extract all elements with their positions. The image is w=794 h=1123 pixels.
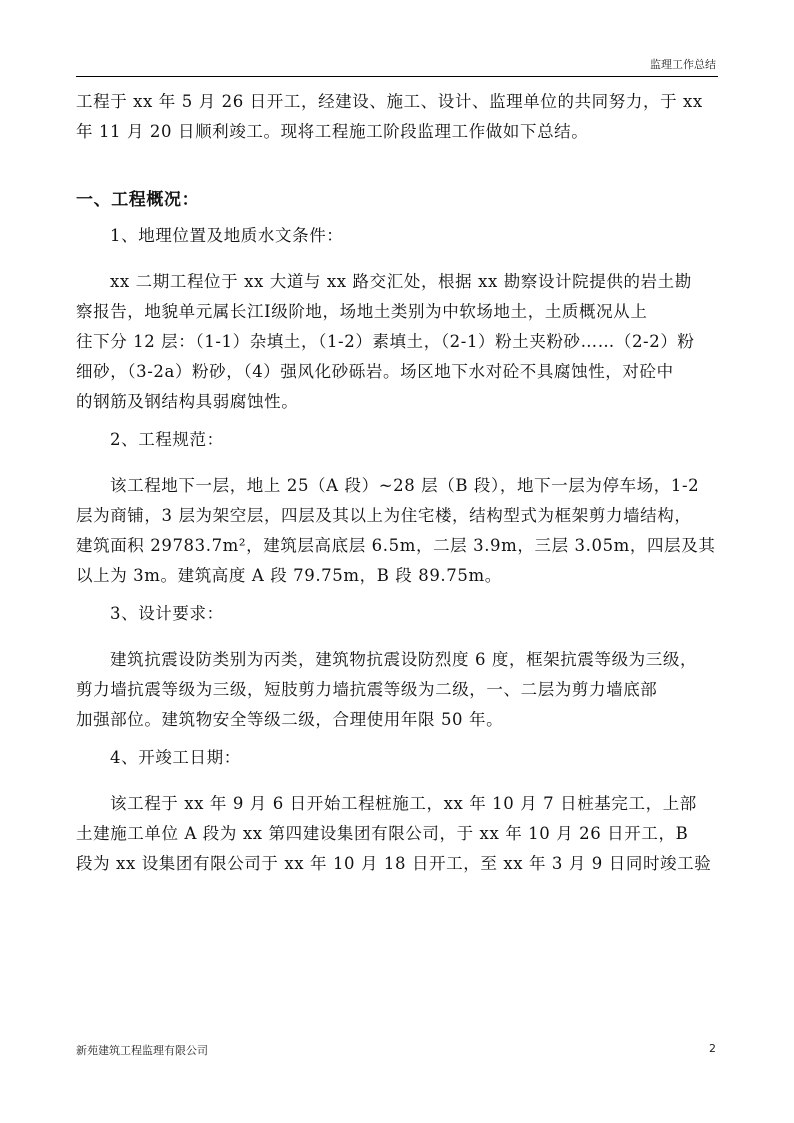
document-body xyxy=(76,87,720,879)
paragraph-design xyxy=(76,645,720,735)
footer-company: 新苑建筑工程监理有限公司 xyxy=(76,1044,208,1057)
text-line: 察报告，地貌单元属长江Ⅰ级阶地，场地土类别为中软场地土，土质概况从上 xyxy=(76,302,648,321)
intro-line: 工程于 xx 年 5 月 26 日开工，经建设、施工、设计、监理单位的共同努力，于 xx xyxy=(76,92,703,111)
page-number: 2 xyxy=(709,1042,716,1055)
section-heading: 一、工程概况： xyxy=(76,190,200,210)
header-title: 监理工作总结 xyxy=(650,58,716,71)
intro-line: 年 11 月 20 日顺利竣工。现将工程施工阶段监理工作做如下总结。 xyxy=(76,122,589,141)
text-line: 的钢筋及钢结构具弱腐蚀性。 xyxy=(76,392,299,411)
text-line: 以上为 3m。建筑高度 A 段 79.75m，B 段 89.75m。 xyxy=(76,566,502,585)
text-line: 加强部位。建筑物安全等级二级，合理使用年限 50 年。 xyxy=(76,710,504,729)
page-header xyxy=(76,50,718,77)
text-line: 剪力墙抗震等级为三级，短肢剪力墙抗震等级为二级，一、二层为剪力墙底部 xyxy=(76,680,658,699)
page-footer xyxy=(76,1042,718,1062)
subsection-heading: 3、设计要求： xyxy=(110,604,224,623)
text-line: 该工程地下一层，地上 25（A 段）~28 层（B 段），地下一层为停车场，1-2 xyxy=(110,476,700,495)
text-line: 层为商铺，3 层为架空层，四层及其以上为住宅楼，结构型式为框架剪力墙结构， xyxy=(76,506,692,525)
text-line: 建筑面积 29783.7m²，建筑层高底层 6.5m，二层 3.9m，三层 3.05m，四层及其 xyxy=(76,536,716,555)
text-line: 土建施工单位 A 段为 xx 第四建设集团有限公司，于 xx 年 10 月 26 日开工，B xyxy=(76,824,689,843)
intro-paragraph xyxy=(76,87,720,147)
paragraph-spec xyxy=(76,471,720,591)
text-line: xx 二期工程位于 xx 大道与 xx 路交汇处，根据 xx 勘察设计院提供的岩土勘 xyxy=(110,272,692,291)
text-line: 建筑抗震设防类别为丙类，建筑物抗震设防烈度 6 度，框架抗震等级为三级， xyxy=(110,650,698,669)
paragraph-dates xyxy=(76,789,720,879)
text-line: 细砂，（3-2a）粉砂，（4）强风化砂砾岩。场区地下水对砼不具腐蚀性，对砼中 xyxy=(76,362,674,381)
subsection-heading: 4、开竣工日期： xyxy=(110,748,241,767)
text-line: 段为 xx 设集团有限公司于 xx 年 10 月 18 日开工，至 xx 年 3 月 9 日同时竣工验 xyxy=(76,854,712,873)
text-line: 该工程于 xx 年 9 月 6 日开始工程桩施工，xx 年 10 月 7 日桩基完工，上部 xyxy=(110,794,697,813)
text-line: 往下分 12 层：（1-1）杂填土，（1-2）素填土，（2-1）粉土夹粉砂……（2-2）粉 xyxy=(76,332,695,351)
paragraph-geology xyxy=(76,267,720,417)
subsection-heading: 1、地理位置及地质水文条件： xyxy=(110,226,344,245)
subsection-heading: 2、工程规范： xyxy=(110,430,224,449)
